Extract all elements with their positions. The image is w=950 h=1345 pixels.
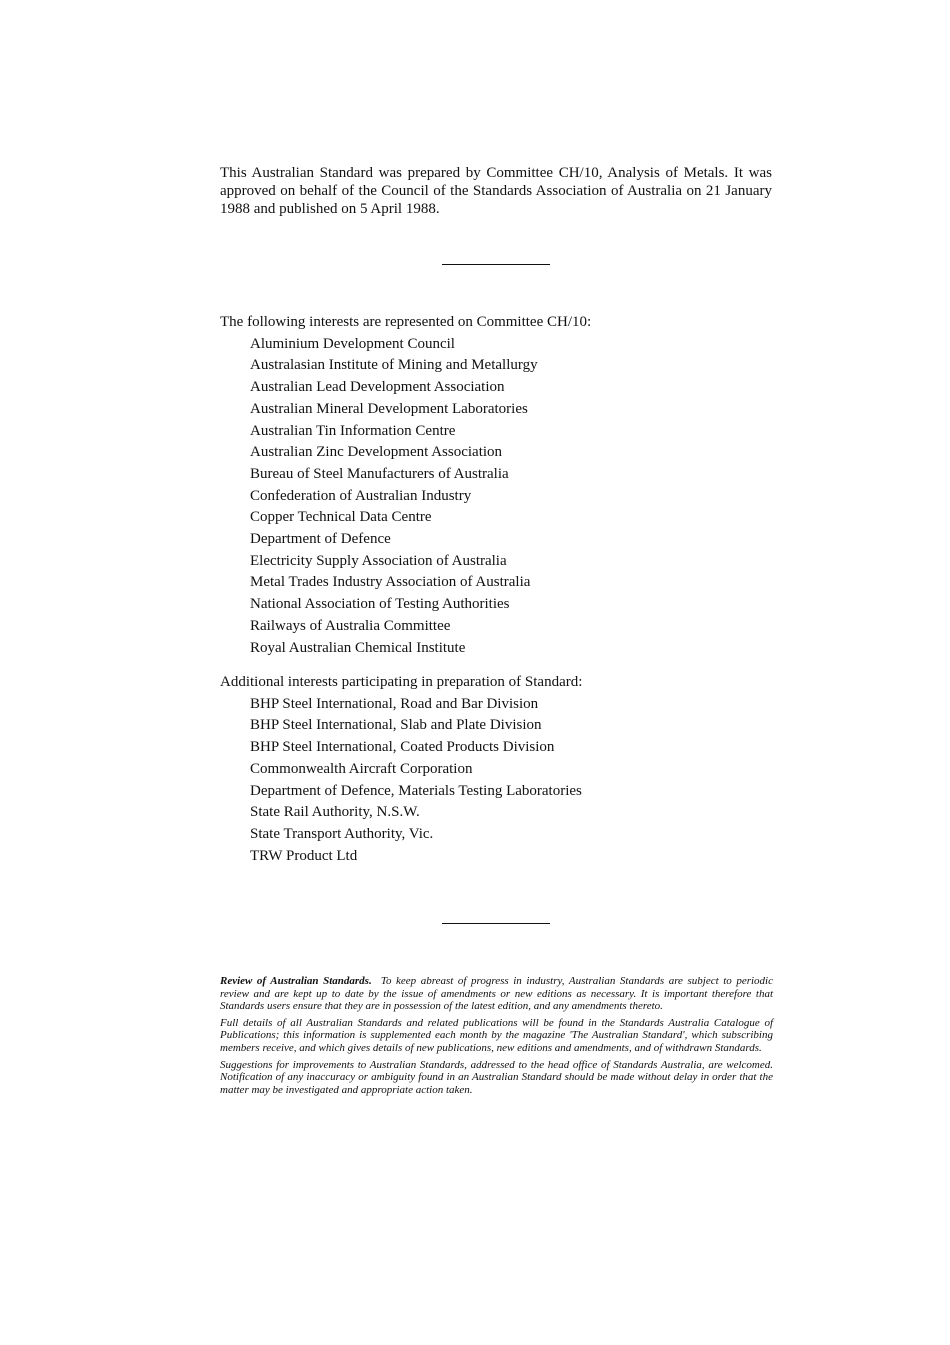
committee-section <box>220 312 780 659</box>
list-item: Australian Zinc Development Association <box>250 444 503 461</box>
review-note <box>220 975 773 1013</box>
list-item: Confederation of Australian Industry <box>250 487 472 504</box>
list-item: TRW Product Ltd <box>250 847 358 864</box>
additional-heading: Additional interests participating in preparation of Standard: <box>220 674 583 690</box>
list-item: State Rail Authority, N.S.W. <box>250 804 420 821</box>
footer-notes <box>220 975 773 1100</box>
list-item: Bureau of Steel Manufacturers of Australia <box>250 465 509 482</box>
list-item: Copper Technical Data Centre <box>250 509 432 526</box>
suggestions-note: Suggestions for improvements to Australian Standards, addressed to the head office of Standards Australia, are welcomed. Notification of any inaccuracy or ambiguity found in an Australian Standard should be made without delay in order that the matter may be investigated and appropriate action taken. <box>220 1058 773 1096</box>
list-item: Australian Tin Information Centre <box>250 422 456 439</box>
list-item: Australian Lead Development Association <box>250 379 505 396</box>
list-item: Department of Defence <box>250 531 391 548</box>
list-item: Australasian Institute of Mining and Metallurgy <box>250 357 538 374</box>
list-item: Australian Mineral Development Laboratories <box>250 400 528 417</box>
list-item: Department of Defence, Materials Testing Laboratories <box>250 782 582 799</box>
list-item: Electricity Supply Association of Australia <box>250 552 507 569</box>
committee-heading: The following interests are represented on Committee CH/10: <box>220 314 592 330</box>
list-item: State Transport Authority, Vic. <box>250 825 434 842</box>
additional-list <box>220 694 780 868</box>
list-item: BHP Steel International, Coated Products Division <box>250 739 555 756</box>
details-note: Full details of all Australian Standards and related publications will be found in the Standards Australia Catalogue of Publications; this information is supplemented each month by the magazine 'The Australian Standard', which subscribing members receive, and which gives details of new publications, new editions and amendments, and of withdrawn Standards. <box>220 1016 773 1054</box>
list-item: Aluminium Development Council <box>250 335 455 352</box>
review-title: Review of Australian Standards. <box>220 975 372 987</box>
list-item: Commonwealth Aircraft Corporation <box>250 760 473 777</box>
list-item: Metal Trades Industry Association of Australia <box>250 574 531 591</box>
list-item: Railways of Australia Committee <box>250 617 451 634</box>
additional-section <box>220 672 780 867</box>
committee-list <box>220 334 780 660</box>
intro-paragraph: This Australian Standard was prepared by Committee CH/10, Analysis of Metals. It was approved on behalf of the Council of the Standards Association of Australia on 21 January 1988 and published on 5 April 1988. <box>220 165 772 217</box>
review-text: To keep abreast of progress in industry, Australian Standards are subject to periodic review and are kept up to date by the issue of amendments or new editions as necessary. It is important therefore that Standards users ensure that they are in possession of the latest edition, and any amendments thereto. <box>220 975 773 1013</box>
list-item: BHP Steel International, Slab and Plate Division <box>250 717 542 734</box>
divider-rule <box>442 264 550 265</box>
list-item: BHP Steel International, Road and Bar Division <box>250 695 539 712</box>
list-item: National Association of Testing Authorities <box>250 596 510 613</box>
divider-rule <box>442 923 550 924</box>
list-item: Royal Australian Chemical Institute <box>250 639 466 656</box>
